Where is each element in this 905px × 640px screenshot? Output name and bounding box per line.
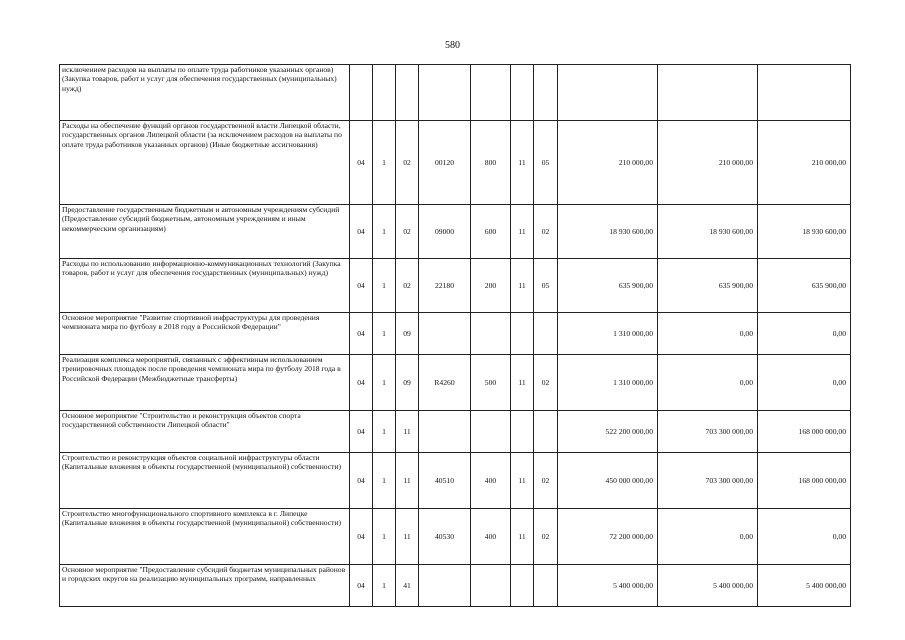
table-row xyxy=(60,121,851,205)
code-subprogram: 02 xyxy=(396,121,419,205)
code-program xyxy=(373,65,396,121)
amount-year-1: 18 930 600,00 xyxy=(558,205,658,259)
code-expense-type: 400 xyxy=(471,509,511,565)
table-row xyxy=(60,65,851,121)
row-description: Строительство многофункционального спортивного комплекса в г. Липецке (Капитальные вложения в объекты государственной (муниципальной) собственности) xyxy=(60,509,350,565)
code-subsection xyxy=(534,565,558,607)
code-section xyxy=(511,565,534,607)
code-section xyxy=(511,65,534,121)
code-program: 1 xyxy=(373,565,396,607)
budget-table xyxy=(59,64,851,607)
table-row xyxy=(60,313,851,355)
table-row xyxy=(60,411,851,453)
code-subprogram: 41 xyxy=(396,565,419,607)
amount-year-3: 18 930 600,00 xyxy=(758,205,851,259)
row-description: Основное мероприятие "Развитие спортивной инфраструктуры для проведения чемпионата мира по футболу в 2018 году в Российской Федерации" xyxy=(60,313,350,355)
row-description: Расходы на обеспечение функций органов государственной власти Липецкой области, государственных органов Липецкой области (за исключением расходов на выплаты по оплате труда работников указанных органов) (Иные бюджетные ассигнования) xyxy=(60,121,350,205)
amount-year-2 xyxy=(658,65,758,121)
table-row xyxy=(60,565,851,607)
amount-year-1: 72 200 000,00 xyxy=(558,509,658,565)
code-expense-type xyxy=(471,65,511,121)
row-description: исключением расходов на выплаты по оплате труда работников указанных органов) (Закупка товаров, работ и услуг для обеспечения государственных (муниципальных) нужд) xyxy=(60,65,350,121)
code-expense-type: 800 xyxy=(471,121,511,205)
amount-year-2: 18 930 600,00 xyxy=(658,205,758,259)
amount-year-2: 635 900,00 xyxy=(658,259,758,313)
amount-year-2: 0,00 xyxy=(658,355,758,411)
code-ministry: 04 xyxy=(350,355,373,411)
amount-year-3 xyxy=(758,65,851,121)
code-direction xyxy=(419,65,471,121)
code-program: 1 xyxy=(373,259,396,313)
code-expense-type: 400 xyxy=(471,453,511,509)
code-subsection: 02 xyxy=(534,205,558,259)
amount-year-1: 450 000 000,00 xyxy=(558,453,658,509)
row-description: Основное мероприятие "Строительство и реконструкция объектов спорта государственной собственности Липецкой области" xyxy=(60,411,350,453)
code-expense-type: 500 xyxy=(471,355,511,411)
code-subsection: 02 xyxy=(534,355,558,411)
code-subprogram xyxy=(396,65,419,121)
code-section: 11 xyxy=(511,509,534,565)
amount-year-3: 0,00 xyxy=(758,313,851,355)
table-row xyxy=(60,259,851,313)
code-ministry: 04 xyxy=(350,411,373,453)
page-number: 580 xyxy=(445,40,460,51)
code-subprogram: 11 xyxy=(396,453,419,509)
code-expense-type xyxy=(471,565,511,607)
amount-year-1: 1 310 000,00 xyxy=(558,355,658,411)
amount-year-1 xyxy=(558,65,658,121)
code-subprogram: 11 xyxy=(396,509,419,565)
code-expense-type xyxy=(471,411,511,453)
table-row xyxy=(60,355,851,411)
code-ministry: 04 xyxy=(350,313,373,355)
amount-year-3: 0,00 xyxy=(758,355,851,411)
code-subprogram: 09 xyxy=(396,355,419,411)
code-ministry: 04 xyxy=(350,509,373,565)
code-direction xyxy=(419,411,471,453)
amount-year-3: 210 000,00 xyxy=(758,121,851,205)
code-section: 11 xyxy=(511,453,534,509)
code-program: 1 xyxy=(373,355,396,411)
row-description: Расходы по использованию информационно-коммуникационных технологий (Закупка товаров, работ и услуг для обеспечения государственных (муниципальных) нужд) xyxy=(60,259,350,313)
code-subprogram: 02 xyxy=(396,205,419,259)
code-program: 1 xyxy=(373,121,396,205)
table-row xyxy=(60,453,851,509)
amount-year-2: 703 300 000,00 xyxy=(658,453,758,509)
table-row xyxy=(60,205,851,259)
code-program: 1 xyxy=(373,205,396,259)
code-program: 1 xyxy=(373,411,396,453)
amount-year-2: 210 000,00 xyxy=(658,121,758,205)
amount-year-3: 168 000 000,00 xyxy=(758,453,851,509)
code-expense-type: 600 xyxy=(471,205,511,259)
code-subprogram: 11 xyxy=(396,411,419,453)
amount-year-1: 522 200 000,00 xyxy=(558,411,658,453)
code-direction xyxy=(419,565,471,607)
code-ministry: 04 xyxy=(350,121,373,205)
amount-year-1: 1 310 000,00 xyxy=(558,313,658,355)
code-subsection: 02 xyxy=(534,453,558,509)
row-description: Реализация комплекса мероприятий, связанных с эффективным использованием тренировочных площадок после проведения чемпионата мира по футболу 2018 года в Российской Федерации (Межбюджетные трансферты) xyxy=(60,355,350,411)
amount-year-3: 635 900,00 xyxy=(758,259,851,313)
code-direction xyxy=(419,313,471,355)
code-subsection: 05 xyxy=(534,121,558,205)
code-section xyxy=(511,411,534,453)
code-ministry xyxy=(350,65,373,121)
code-section: 11 xyxy=(511,121,534,205)
amount-year-1: 5 400 000,00 xyxy=(558,565,658,607)
code-section xyxy=(511,313,534,355)
amount-year-3: 5 400 000,00 xyxy=(758,565,851,607)
code-direction: 22180 xyxy=(419,259,471,313)
amount-year-2: 0,00 xyxy=(658,313,758,355)
table-row xyxy=(60,509,851,565)
amount-year-1: 635 900,00 xyxy=(558,259,658,313)
code-subsection xyxy=(534,411,558,453)
amount-year-3: 0,00 xyxy=(758,509,851,565)
code-section: 11 xyxy=(511,259,534,313)
code-direction: 40510 xyxy=(419,453,471,509)
code-subsection xyxy=(534,65,558,121)
code-direction: 09000 xyxy=(419,205,471,259)
amount-year-3: 168 000 000,00 xyxy=(758,411,851,453)
row-description: Предоставление государственным бюджетным и автономным учреждениям субсидий (Предоставление субсидий бюджетным, автономным учреждениям и иным некоммерческим организациям) xyxy=(60,205,350,259)
code-section: 11 xyxy=(511,205,534,259)
code-program: 1 xyxy=(373,313,396,355)
code-ministry: 04 xyxy=(350,259,373,313)
amount-year-1: 210 000,00 xyxy=(558,121,658,205)
amount-year-2: 5 400 000,00 xyxy=(658,565,758,607)
code-ministry: 04 xyxy=(350,565,373,607)
code-program: 1 xyxy=(373,509,396,565)
code-direction: R4260 xyxy=(419,355,471,411)
amount-year-2: 0,00 xyxy=(658,509,758,565)
code-subsection xyxy=(534,313,558,355)
code-program: 1 xyxy=(373,453,396,509)
row-description: Основное мероприятие "Предоставление субсидий бюджетам муниципальных районов и городских округов на реализацию муниципальных программ, направленных xyxy=(60,565,350,607)
code-direction: 40530 xyxy=(419,509,471,565)
code-direction: 00120 xyxy=(419,121,471,205)
code-subprogram: 02 xyxy=(396,259,419,313)
code-ministry: 04 xyxy=(350,205,373,259)
code-expense-type xyxy=(471,313,511,355)
row-description: Строительство и реконструкция объектов социальной инфраструктуры области (Капитальные вложения в объекты государственной (муниципальной) собственности) xyxy=(60,453,350,509)
code-subsection: 02 xyxy=(534,509,558,565)
code-subsection: 05 xyxy=(534,259,558,313)
amount-year-2: 703 300 000,00 xyxy=(658,411,758,453)
code-section: 11 xyxy=(511,355,534,411)
code-ministry: 04 xyxy=(350,453,373,509)
code-subprogram: 09 xyxy=(396,313,419,355)
code-expense-type: 200 xyxy=(471,259,511,313)
